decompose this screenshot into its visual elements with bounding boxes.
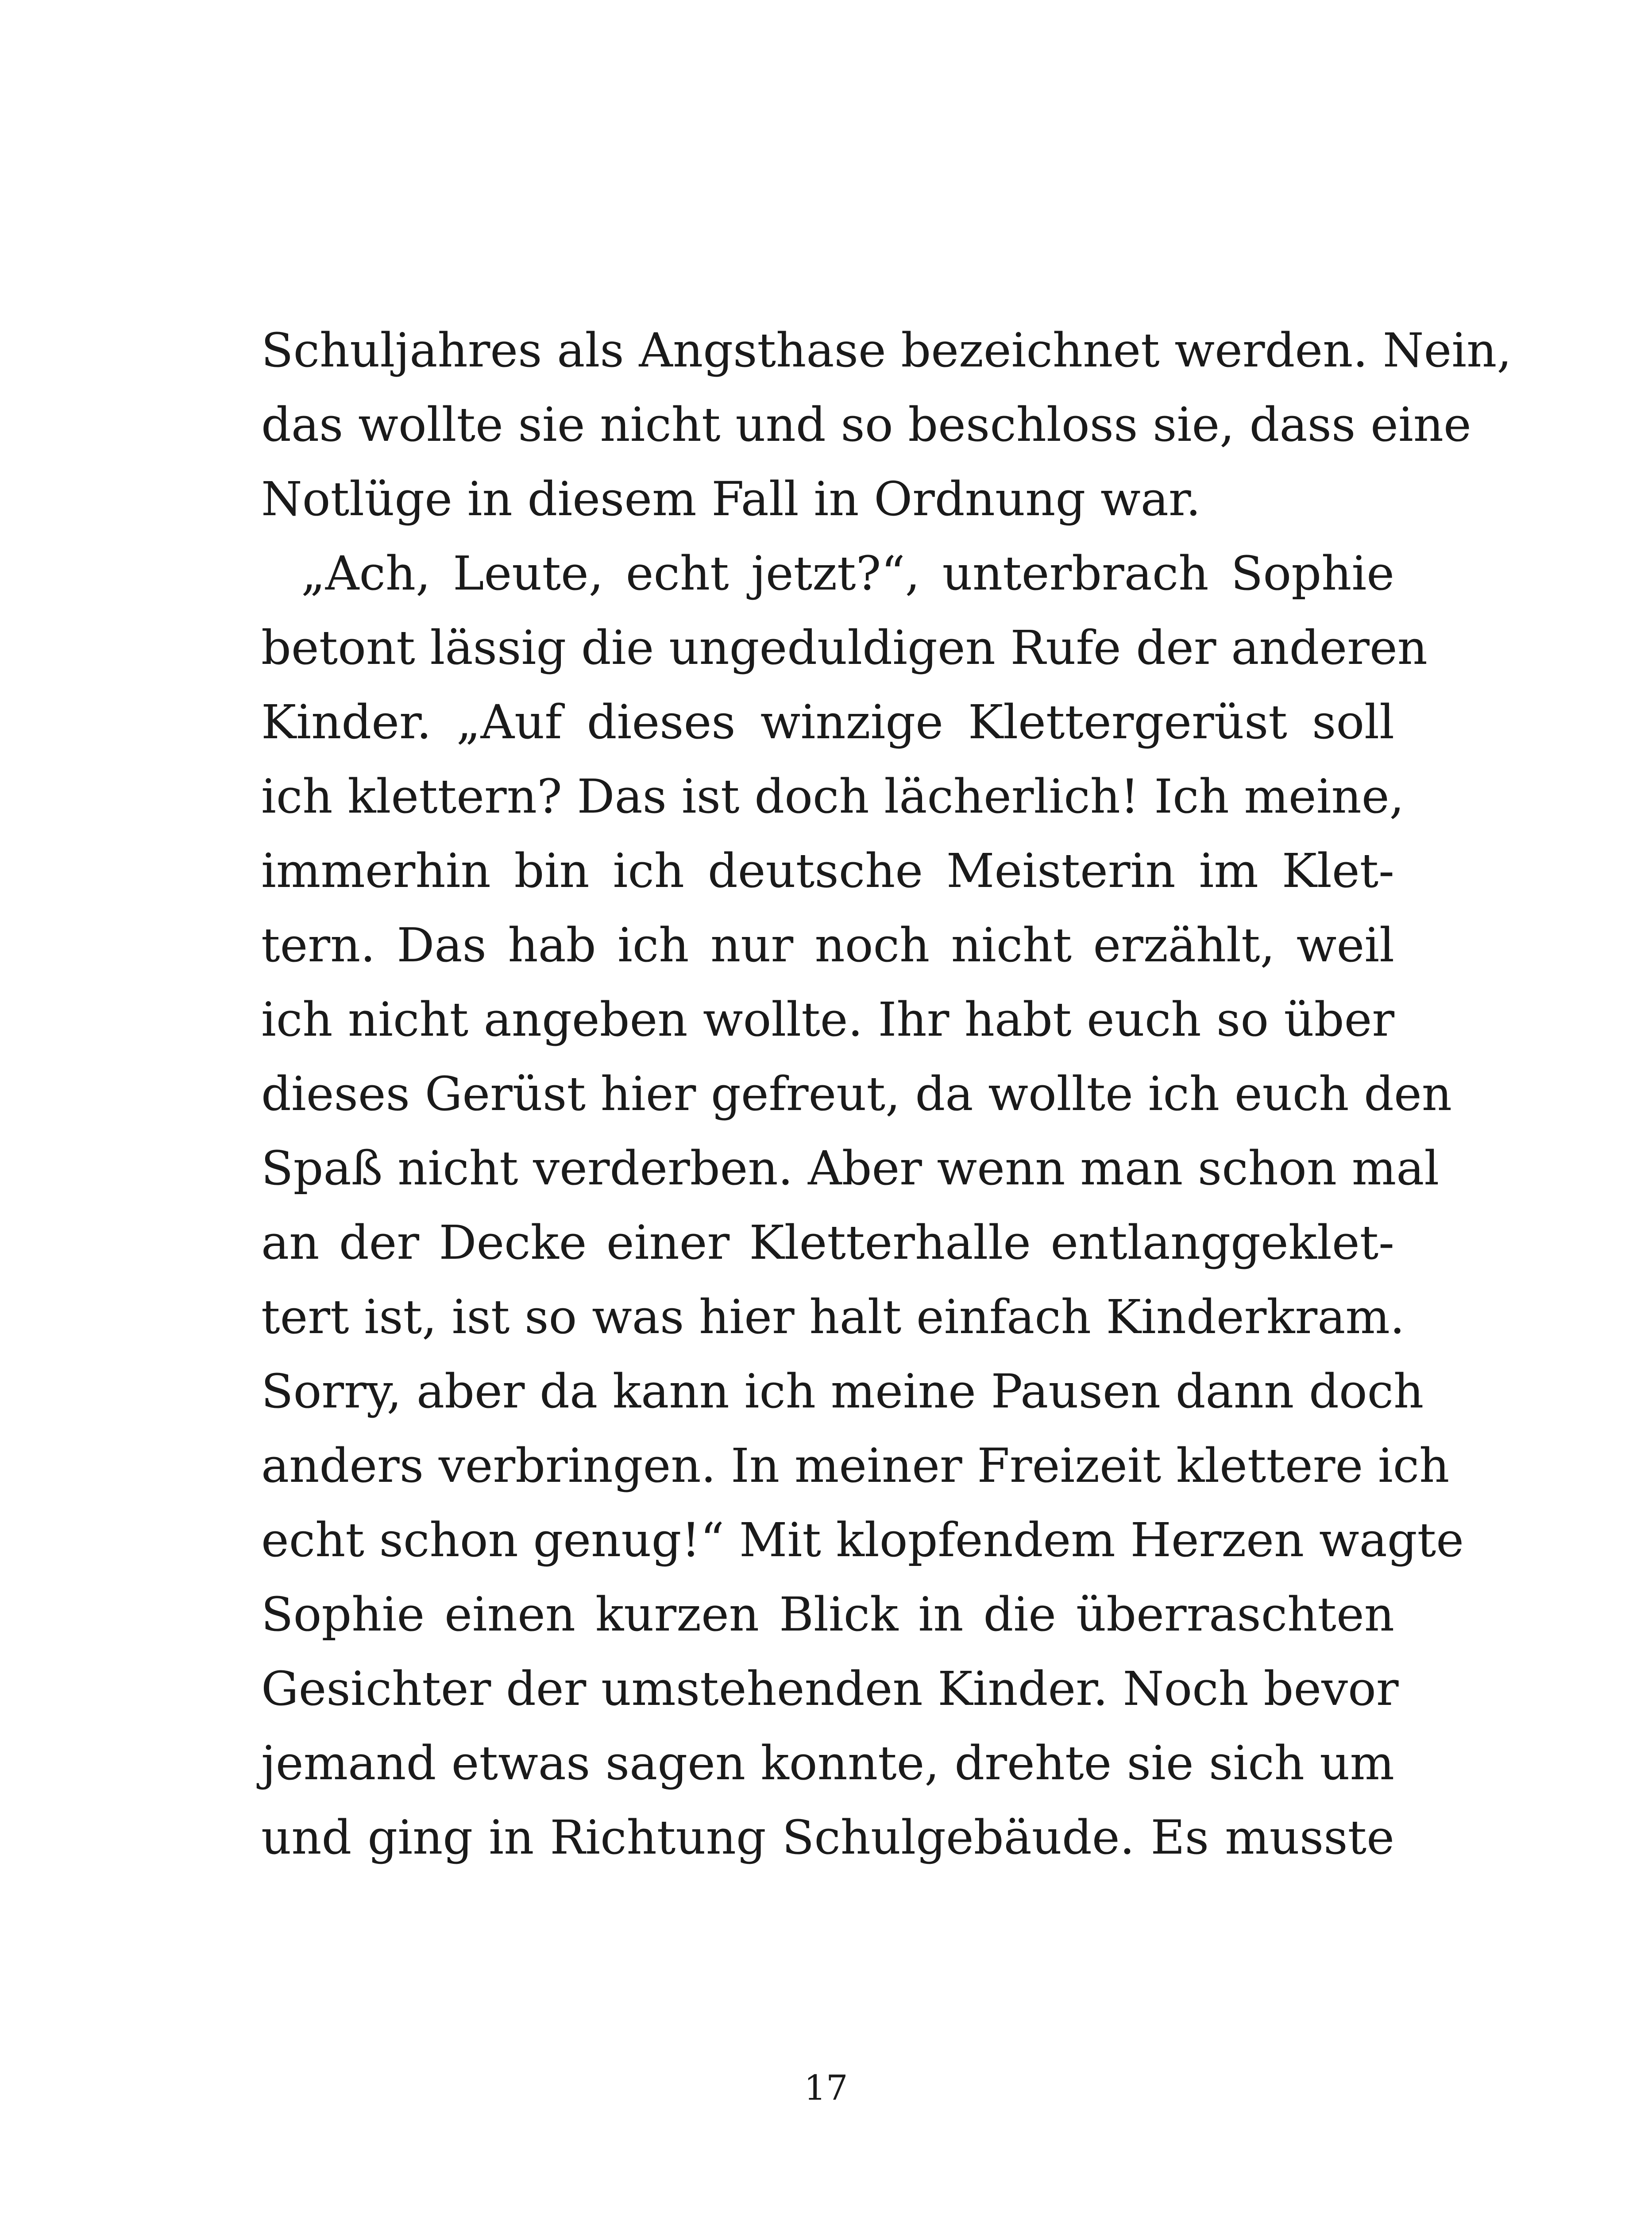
text-line: Spaß nicht verderben. Aber wenn man schon mal — [261, 1141, 1440, 1195]
text-line: Notlüge in diesem Fall in Ordnung war. — [261, 472, 1201, 526]
text-line: immerhin bin ich deutsche Meisterin im Klet- — [261, 844, 1394, 898]
page-number: 17 — [804, 2068, 848, 2108]
text-line: jemand etwas sagen konnte, drehte sie sich um — [261, 1736, 1394, 1790]
text-line: tert ist, ist so was hier halt einfach Kinderkram. — [261, 1290, 1405, 1344]
text-line: Gesichter der umstehenden Kinder. Noch bevor — [261, 1662, 1399, 1716]
text-line: Sophie einen kurzen Blick in die überraschten — [261, 1587, 1394, 1642]
body-text — [261, 313, 1512, 1875]
text-line: Kinder. „Auf dieses winzige Klettergerüst soll — [261, 695, 1394, 749]
text-line: dieses Gerüst hier gefreut, da wollte ich euch den — [261, 1067, 1452, 1121]
text-line: und ging in Richtung Schulgebäude. Es musste — [261, 1810, 1394, 1865]
text-line: Schuljahres als Angsthase bezeichnet werden. Nein, — [261, 323, 1512, 378]
text-line: betont lässig die ungeduldigen Rufe der anderen — [261, 621, 1428, 675]
text-line: „Ach, Leute, echt jetzt?“, unterbrach Sophie — [301, 546, 1394, 601]
text-line: das wollte sie nicht und so beschloss sie, dass eine — [261, 397, 1471, 452]
text-line: ich klettern? Das ist doch lächerlich! Ich meine, — [261, 769, 1405, 824]
text-line: Sorry, aber da kann ich meine Pausen dann doch — [261, 1364, 1424, 1419]
text-line: ich nicht angeben wollte. Ihr habt euch so über — [261, 992, 1394, 1047]
text-line: an der Decke einer Kletterhalle entlanggeklet- — [261, 1215, 1394, 1270]
text-line: echt schon genug!“ Mit klopfendem Herzen wagte — [261, 1513, 1464, 1567]
text-line: anders verbringen. In meiner Freizeit klettere ich — [261, 1438, 1450, 1493]
text-line: tern. Das hab ich nur noch nicht erzählt, weil — [261, 918, 1394, 972]
